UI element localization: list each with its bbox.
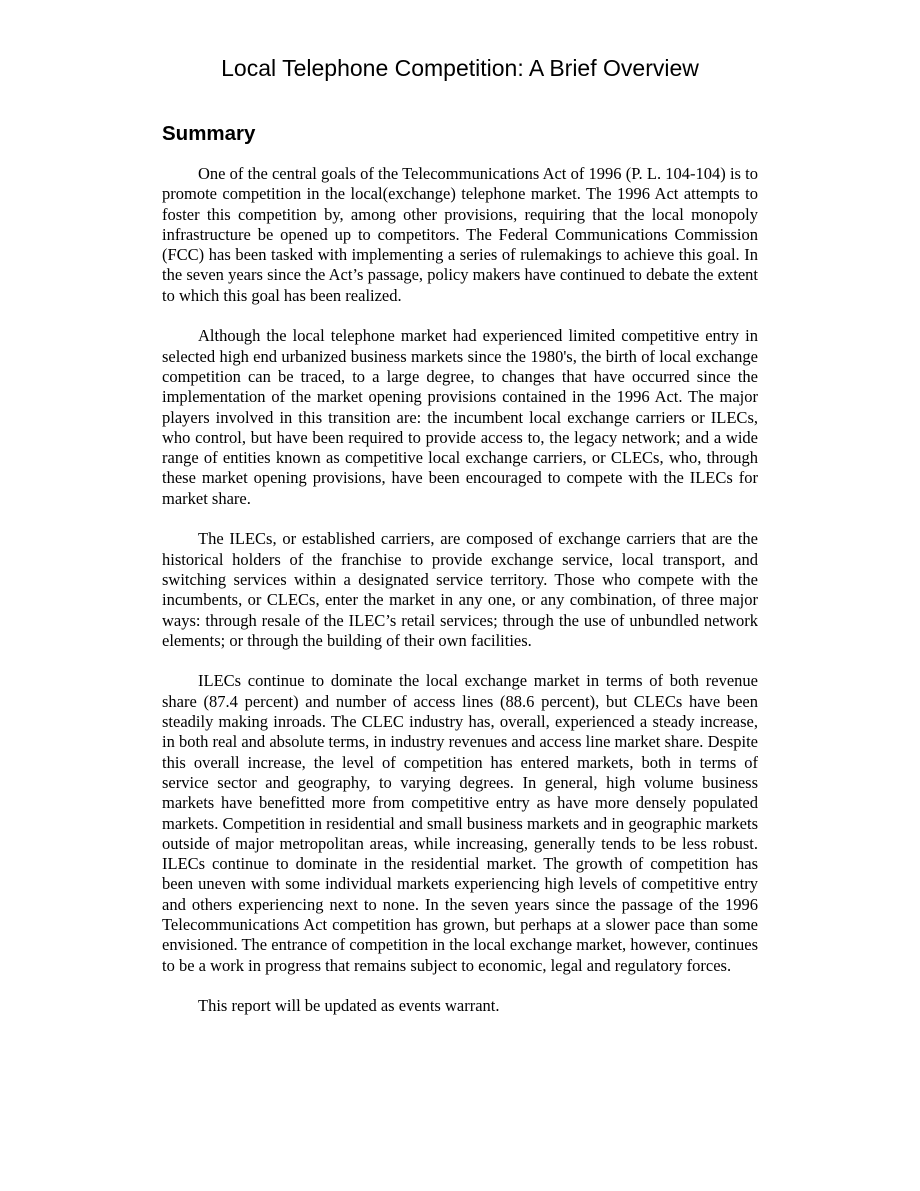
summary-paragraph: This report will be updated as events warrant. [198,996,500,1016]
summary-paragraph: Although the local telephone market had experienced limited competitive entry in selected high end urbanized business markets since the 1980's, the birth of local exchange competition can be traced, to a large degree, to changes that have occurred since the implementation of the market opening provisions contained in the 1996 Act. The major players involved in this transition are: the incumbent local exchange carriers or ILECs, who control, but have been required to provide access to, the legacy network; and a wide range of entities known as competitive local exchange carriers, or CLECs, who, through these market opening provisions, have been encouraged to compete with the ILECs for market share. [162,326,758,508]
summary-body [162,164,758,1016]
summary-paragraph: ILECs continue to dominate the local exchange market in terms of both revenue share (87.4 percent) and number of access lines (88.6 percent), but CLECs have been steadily making inroads. The CLEC industry has, overall, experienced a steady increase, in both real and absolute terms, in industry revenues and access line market share. Despite this overall increase, the level of competition has entered markets, both in terms of service sector and geography, to varying degrees. In general, high volume business markets have benefitted more from competitive entry as have more densely populated markets. Competition in residential and small business markets and in geographic markets outside of major metropolitan areas, while increasing, generally tends to be less robust. ILECs continue to dominate in the residential market. The growth of competition has been uneven with some individual markets experiencing high levels of competitive entry and others experiencing next to none. In the seven years since the passage of the 1996 Telecommunications Act competition has grown, but perhaps at a slower pace than some envisioned. The entrance of competition in the local exchange market, however, continues to be a work in progress that remains subject to economic, legal and regulatory forces. [162,671,758,975]
document-title: Local Telephone Competition: A Brief Overview [221,55,699,81]
summary-paragraph: The ILECs, or established carriers, are composed of exchange carriers that are the historical holders of the franchise to provide exchange service, local transport, and switching services within a designated service territory. Those who compete with the incumbents, or CLECs, enter the market in any one, or any combination, of three major ways: through resale of the ILEC’s retail services; through the use of unbundled network elements; or through the building of their own facilities. [162,529,758,650]
section-heading-summary: Summary [162,122,256,145]
summary-paragraph: One of the central goals of the Telecommunications Act of 1996 (P. L. 104-104) is to promote competition in the local(exchange) telephone market. The 1996 Act attempts to foster this competition by, among other provisions, requiring that the local monopoly infrastructure be opened up to competitors. The Federal Communications Commission (FCC) has been tasked with implementing a series of rulemakings to achieve this goal. In the seven years since the Act’s passage, policy makers have continued to debate the extent to which this goal has been realized. [162,164,758,305]
